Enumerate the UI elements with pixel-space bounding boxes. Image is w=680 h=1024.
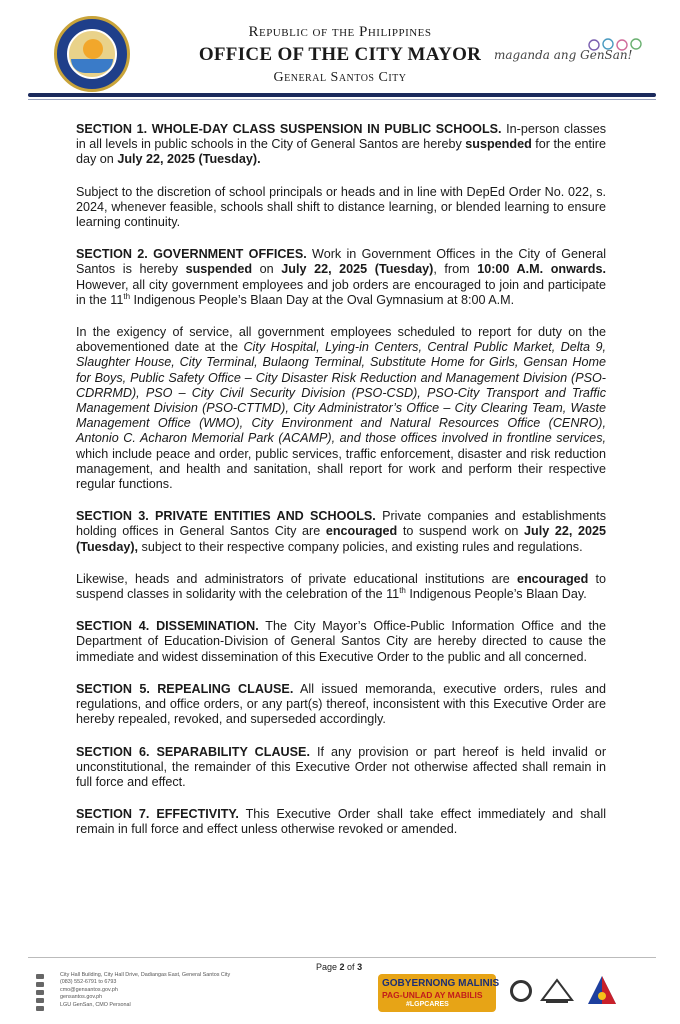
page-total: 3: [357, 962, 363, 972]
bold-text: encouraged: [325, 524, 398, 539]
footer-rule: [28, 957, 656, 958]
body-text: which include peace and order, public services, traffic enforcement, disaster and risk reduction management, and health and sanitation, shall report for work and perform their respective regular functions.: [76, 446, 606, 492]
section-paragraph: [76, 325, 606, 492]
city-label: General Santos City: [273, 70, 407, 85]
slogan-line2: PAG-UNLAD AY MABILIS: [382, 990, 483, 1000]
contact-line: LGU GenSan, CMO Personal: [60, 1001, 131, 1008]
brand-slogan-logo: [494, 40, 654, 80]
page-of: of: [344, 962, 358, 972]
page-current: 2: [339, 962, 345, 972]
body-text: to suspend classes in solidarity with the celebration of the 11: [76, 571, 606, 602]
republic-label: Republic of the Philippines: [248, 24, 432, 40]
body-text: to suspend work on: [397, 524, 525, 539]
bold-text: July 22, 2025 (Tuesday): [281, 262, 434, 277]
slogan-logo: [372, 970, 500, 1016]
body-text: on: [252, 262, 282, 277]
bold-text: 10:00 A.M. onwards.: [477, 262, 606, 277]
body-text: subject to their respective company policies, and existing rules and regulations.: [138, 539, 583, 554]
section-paragraph: [76, 745, 606, 791]
brand-swirl-icon: [586, 36, 646, 54]
seal-sun-shape: [83, 39, 103, 59]
section-paragraph: [76, 682, 606, 728]
bold-text: encouraged: [516, 571, 589, 586]
bold-text: SECTION 7. EFFECTIVITY.: [76, 807, 239, 822]
slogan-line1: GOBYERNONG MALINIS: [382, 978, 500, 989]
document-footer: [0, 950, 680, 1024]
contact-line: gensantos.gov.ph: [60, 994, 103, 1001]
building-icon: [36, 974, 44, 979]
body-text: th: [123, 291, 131, 301]
social-icon: [36, 1006, 44, 1011]
bold-text: SECTION 5. REPEALING CLAUSE.: [76, 681, 294, 696]
body-text: , from: [433, 262, 478, 277]
body-text: Likewise, heads and administrators of private educational institutions are: [76, 571, 517, 586]
section-paragraph: [76, 122, 606, 168]
section-paragraph: [76, 509, 606, 555]
city-seal-logo: [54, 16, 130, 92]
seal-sea-shape: [71, 59, 113, 73]
philippine-flag-logo: [584, 972, 620, 1008]
section-paragraph: [76, 619, 606, 665]
body-text: Subject to the discretion of school principals or heads and in line with DepEd Order No. 022, s. 2024, whenever feasible, schools shall shift to distance learning, or blended learning to ensure learning continuity.: [76, 184, 606, 230]
body-text: Indigenous People’s Blaan Day.: [405, 587, 587, 602]
header-rule-thin: [28, 99, 656, 100]
bold-text: suspended: [185, 262, 253, 277]
section-paragraph: [76, 247, 606, 308]
circle-logo: [510, 980, 532, 1002]
office-title: OFFICE OF THE CITY MAYOR: [198, 44, 482, 65]
email-icon: [36, 990, 44, 995]
body-text: In-person classes in all levels in public schools in the City of General Santos are hereby: [76, 122, 606, 152]
contact-icons: [36, 974, 50, 1014]
web-icon: [36, 998, 44, 1003]
body-text: th: [399, 585, 406, 595]
seal-emblem: [67, 29, 117, 79]
bold-text: suspended: [465, 137, 532, 152]
body-text: If any provision or part hereof is held invalid or unconstitutional, the remainder of this Executive Order not otherwise affected shall remain in full force and effect.: [76, 744, 607, 789]
bold-text: July 22, 2025 (Tuesday).: [117, 152, 261, 167]
document-body: [76, 122, 606, 855]
bold-text: SECTION 3. PRIVATE ENTITIES AND SCHOOLS.: [76, 509, 376, 524]
section-paragraph: [76, 807, 606, 837]
body-text: The City Mayor’s Office-Public Information Office and the Department of Education-Division of General Santos City are hereby directed to cause the immediate and widest dissemination of this Executive Order to the public and all concerned.: [76, 619, 606, 664]
contact-line: City Hall Building, City Hall Drive, Dadiangas East, General Santos City: [60, 972, 231, 978]
phone-icon: [36, 982, 44, 987]
brand-slogan-text: maganda ang GenSan!: [494, 48, 633, 62]
contact-line: cmo@gensantos.gov.ph: [60, 986, 118, 993]
body-text: Indigenous People’s Blaan Day at the Oval Gymnasium at 8:00 A.M.: [130, 292, 515, 307]
page-number: [316, 962, 362, 972]
body-text: Work in Government Offices in the City of General Santos is hereby: [76, 247, 606, 277]
slogan-tag: #LGPCARES: [406, 1001, 449, 1008]
bold-text: SECTION 6. SEPARABILITY CLAUSE.: [76, 744, 310, 759]
italic-text: City Hospital, Lying-in Centers, Central Public Market, Delta 9, Slaughter House, City Terminal, Bulaong Terminal, Substitute Home for Girls, Gensan Home for Boys, Public Safety Office – City Disaster Risk Reduction and Management Division (PSO-CDRRMD), PSO – City Civil Security Division (PSO-CSD), PSO-City Transport and Traffic Management Division (PSO-CTTMD), City Administrator’s Office – City Clearing Team, Waste Management Office (WMO), City Environment and Natural Resources Office (CENRO), Antonio C. Acharon Memorial Park (ACAMP), and those offices involved in frontline services,: [76, 340, 606, 446]
body-text: for the entire day on: [76, 137, 606, 167]
body-text: All issued memoranda, executive orders, rules and regulations, and office orders, or any part(s) thereof, inconsistent with this Executive Order are hereby repealed, revoked, and superseded accordingly.: [76, 681, 606, 727]
bold-text: July 22, 2025 (Tuesday),: [76, 524, 606, 554]
letterhead: [0, 0, 680, 110]
contact-line: (083) 552-6791 to 6793: [60, 979, 117, 986]
bold-text: SECTION 4. DISSEMINATION.: [76, 619, 259, 634]
header-rule: [28, 93, 656, 97]
agency-logo: [540, 976, 574, 1006]
letterhead-text: [150, 24, 530, 86]
body-text: This Executive Order shall take effect immediately and shall remain in full force and effect unless otherwise revoked or amended.: [76, 807, 606, 837]
body-text: In the exigency of service, all government employees scheduled to report for duty on the abovementioned date at the: [76, 325, 606, 355]
bold-text: SECTION 1. WHOLE-DAY CLASS SUSPENSION IN PUBLIC SCHOOLS.: [76, 122, 502, 136]
body-text: However, all city government employees and job orders are encouraged to join and participate in the 11: [76, 277, 606, 307]
section-paragraph: [76, 572, 606, 602]
section-paragraph: [76, 185, 606, 231]
body-text: Private companies and establishments holding offices in General Santos City are: [76, 509, 606, 539]
contact-details: [60, 972, 320, 1009]
bold-text: SECTION 2. GOVERNMENT OFFICES.: [76, 247, 307, 262]
page-label: Page: [316, 962, 340, 972]
